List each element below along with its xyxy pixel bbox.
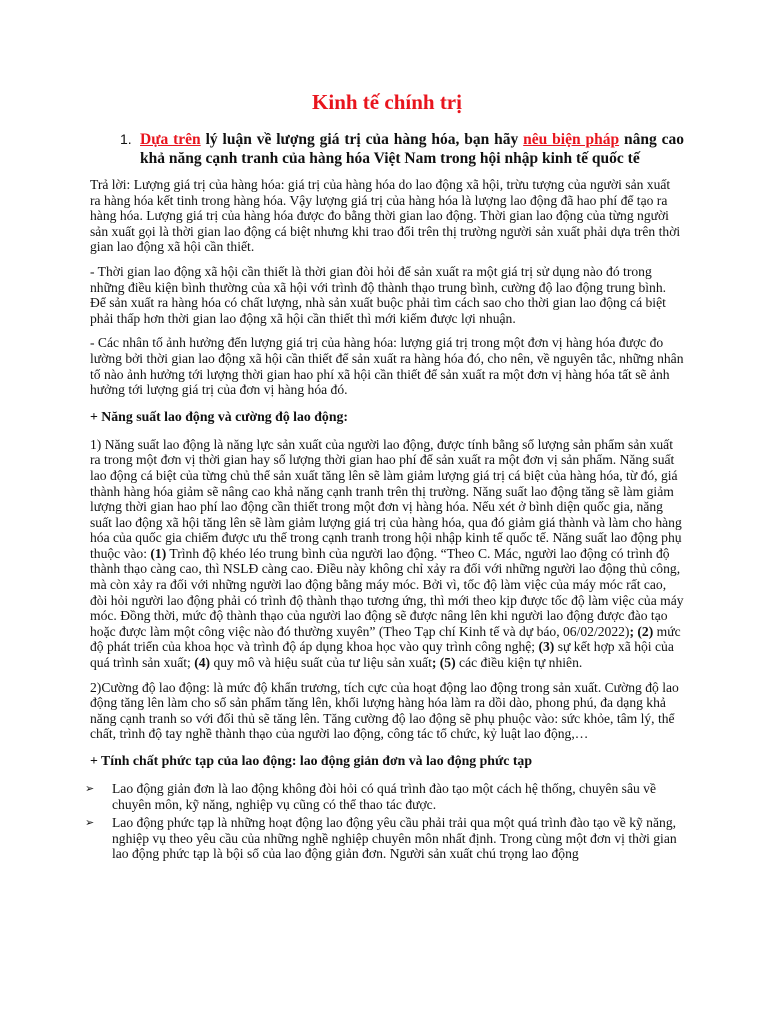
list-item	[85, 815, 684, 862]
productivity-text-f: các điều kiện tự nhiên.	[455, 655, 583, 671]
question-highlight-basis: Dựa trên	[140, 131, 201, 148]
factor-number-1: (1)	[150, 545, 167, 561]
document-title: Kinh tế chính trị	[312, 90, 462, 114]
section-heading-complexity: + Tính chất phức tạp của lao động: lao động giản đơn và lao động phức tạp	[90, 753, 532, 768]
section-heading-productivity: + Năng suất lao động và cường độ lao động:	[90, 408, 348, 424]
productivity-text-a: 1) Năng suất lao động là năng lực sản xuất của người lao động, được tính bằng số lượng sản phẩm sản xuất ra trong một đơn vị thời gian hay số lượng thời gian hao phí để sản xuất ra một đơn vị sản phẩm. Năng suất lao động cá biệt của từng chủ thể sản xuất tăng lên sẽ làm giảm lượng giá trị cá biệt của hàng hóa, từ đó, giá thành hàng hóa giảm sẽ nâng cao khả năng cạnh tranh trên thị trường. Năng suất lao động tăng sẽ làm giảm lượng thời gian hao phí lao động cần thiết trong một đơn vị hàng hóa. Nếu xét ở bình diện quốc gia, năng suất lao động xã hội tăng lên sẽ làm giảm lượng giá trị của hàng hóa, qua đó giảm giá thành và làm cho hàng hóa của quốc gia chiếm được ưu thế trong cạnh tranh trong hội nhập kinh tế quốc tế. Năng suất lao động phụ thuộc vào:	[90, 436, 682, 561]
list-item	[85, 781, 684, 812]
question-highlight-measures: nêu biện pháp	[523, 131, 620, 148]
answer-paragraph-1: Trả lời: Lượng giá trị của hàng hóa: giá trị của hàng hóa do lao động xã hội, trừu tượng của người sản xuất ra hàng hóa kết tinh trong hàng hóa. Vậy lượng giá trị của hàng hóa là lượng lao động đã hao phí để tạo ra hàng hóa. Lượng giá trị của hàng hóa được đo bằng thời gian lao động. Thời gian lao động của từng người sản xuất gọi là thời gian lao động cá biệt nhưng khi trao đổi trên thị trường người sản xuất phải dựa trên thời gian lao động xã hội cần thiết.	[90, 177, 681, 255]
factor-number-2: ; (2)	[629, 623, 654, 639]
list-item-text: Lao động giản đơn là lao động không đòi hỏi có quá trình đào tạo một cách hệ thống, chuyên sâu về chuyên môn, kỹ năng, nghiệp vụ cũng có thể thao tác được.	[112, 781, 657, 812]
intensity-paragraph: 2)Cường độ lao động: là mức độ khẩn trương, tích cực của hoạt động lao động trong sản xuất. Cường độ lao động tăng lên làm cho số sản phẩm tăng lên, khối lượng hàng hóa làm ra dồi dào, phong phú, đa dạng khả năng cạnh tranh so với đối thủ sẽ tăng lên. Tăng cường độ lao động sẽ phụ phuộc vào: sức khỏe, tâm lý, thể chất, trình độ tay nghề thành thạo của người lao động, công tác tổ chức, kỷ luật lao động,…	[90, 679, 679, 742]
labor-types-list	[85, 781, 684, 862]
arrow-bullet-icon: ➢	[85, 816, 95, 830]
question-text-suffix: nâng cao khả năng cạnh tranh của hàng hóa Việt Nam trong hội nhập kinh tế quốc tế	[140, 131, 684, 167]
productivity-text-b: Trình độ khéo léo trung bình của người lao động. “Theo C. Mác, người lao động có trình độ thành thạo càng cao, thì NSLĐ càng cao. Điều này không chỉ xảy ra đối với những người lao động thủ công, mà còn xảy ra đối với những người lao động bằng máy móc. Bởi vì, tốc độ làm việc của máy móc rất cao, đòi hỏi người lao động phải có trình độ thành thạo tương ứng, thì mới theo kịp được tốc độ làm việc của máy móc. Đồng thời, mức độ thành thạo của người lao động sẽ được nâng lên khi người lao động được đào tạo hoặc được làm một công việc nào đó thường xuyên” (Theo Tạp chí Kinh tế và dự báo, 06/02/2022)	[90, 545, 684, 639]
factor-number-3: (3)	[538, 639, 555, 655]
productivity-text-e: quy mô và hiệu suất của tư liệu sản xuất	[210, 655, 432, 671]
arrow-bullet-icon: ➢	[85, 782, 95, 795]
factor-number-5: ; (5)	[431, 655, 456, 671]
productivity-text-d: sự kết hợp xã hội của quá trình sản xuất;	[90, 639, 674, 671]
productivity-paragraph	[90, 437, 684, 671]
question-text-middle: lý luận về lượng giá trị của hàng hóa, bạn hãy	[200, 131, 524, 148]
question-number: 1.	[120, 131, 132, 147]
list-item-text: Lao động phức tạp là những hoạt động lao động yêu cầu phải trải qua một quá trình đào tạo về kỹ năng, nghiệp vụ theo yêu cầu của những nghề nghiệp chuyên môn nhất định. Trong cùng một đơn vị thời gian lao động phức tạp là bội số của lao động giản đơn. Người sản xuất chú trọng lao động	[112, 815, 677, 862]
answer-paragraph-2: - Thời gian lao động xã hội cần thiết là thời gian đòi hỏi để sản xuất ra một giá trị sử dụng nào đó trong những điều kiện bình thường của xã hội với trình độ thành thạo trung bình, cường độ lao động trung bình. Để sản xuất ra hàng hóa có chất lượng, nhà sản xuất buộc phải tìm cách sao cho thời gian lao động cá biệt phải thấp hơn thời gian lao động xã hội cần thiết thì mới kiếm được lợi nhuận.	[90, 263, 667, 326]
productivity-text-c: mức độ phát triển của khoa học và trình độ áp dụng khoa học vào quy trình công nghệ;	[90, 623, 681, 655]
factor-number-4: (4)	[194, 655, 211, 671]
answer-paragraph-3: - Các nhân tố ảnh hưởng đến lượng giá trị của hàng hóa: lượng giá trị trong một đơn vị hàng hóa được đo lường bởi thời gian lao động xã hội cần thiết để sản xuất ra hàng hóa đó, cho nên, về nguyên tắc, những nhân tố nào ảnh hưởng tới lượng thời gian hao phí xã hội cần thiết để sản xuất ra một đơn vị hàng hóa tất sẽ ảnh hưởng tới lượng giá trị của đơn vị hàng hóa đó.	[90, 335, 684, 398]
question-1	[90, 130, 684, 168]
